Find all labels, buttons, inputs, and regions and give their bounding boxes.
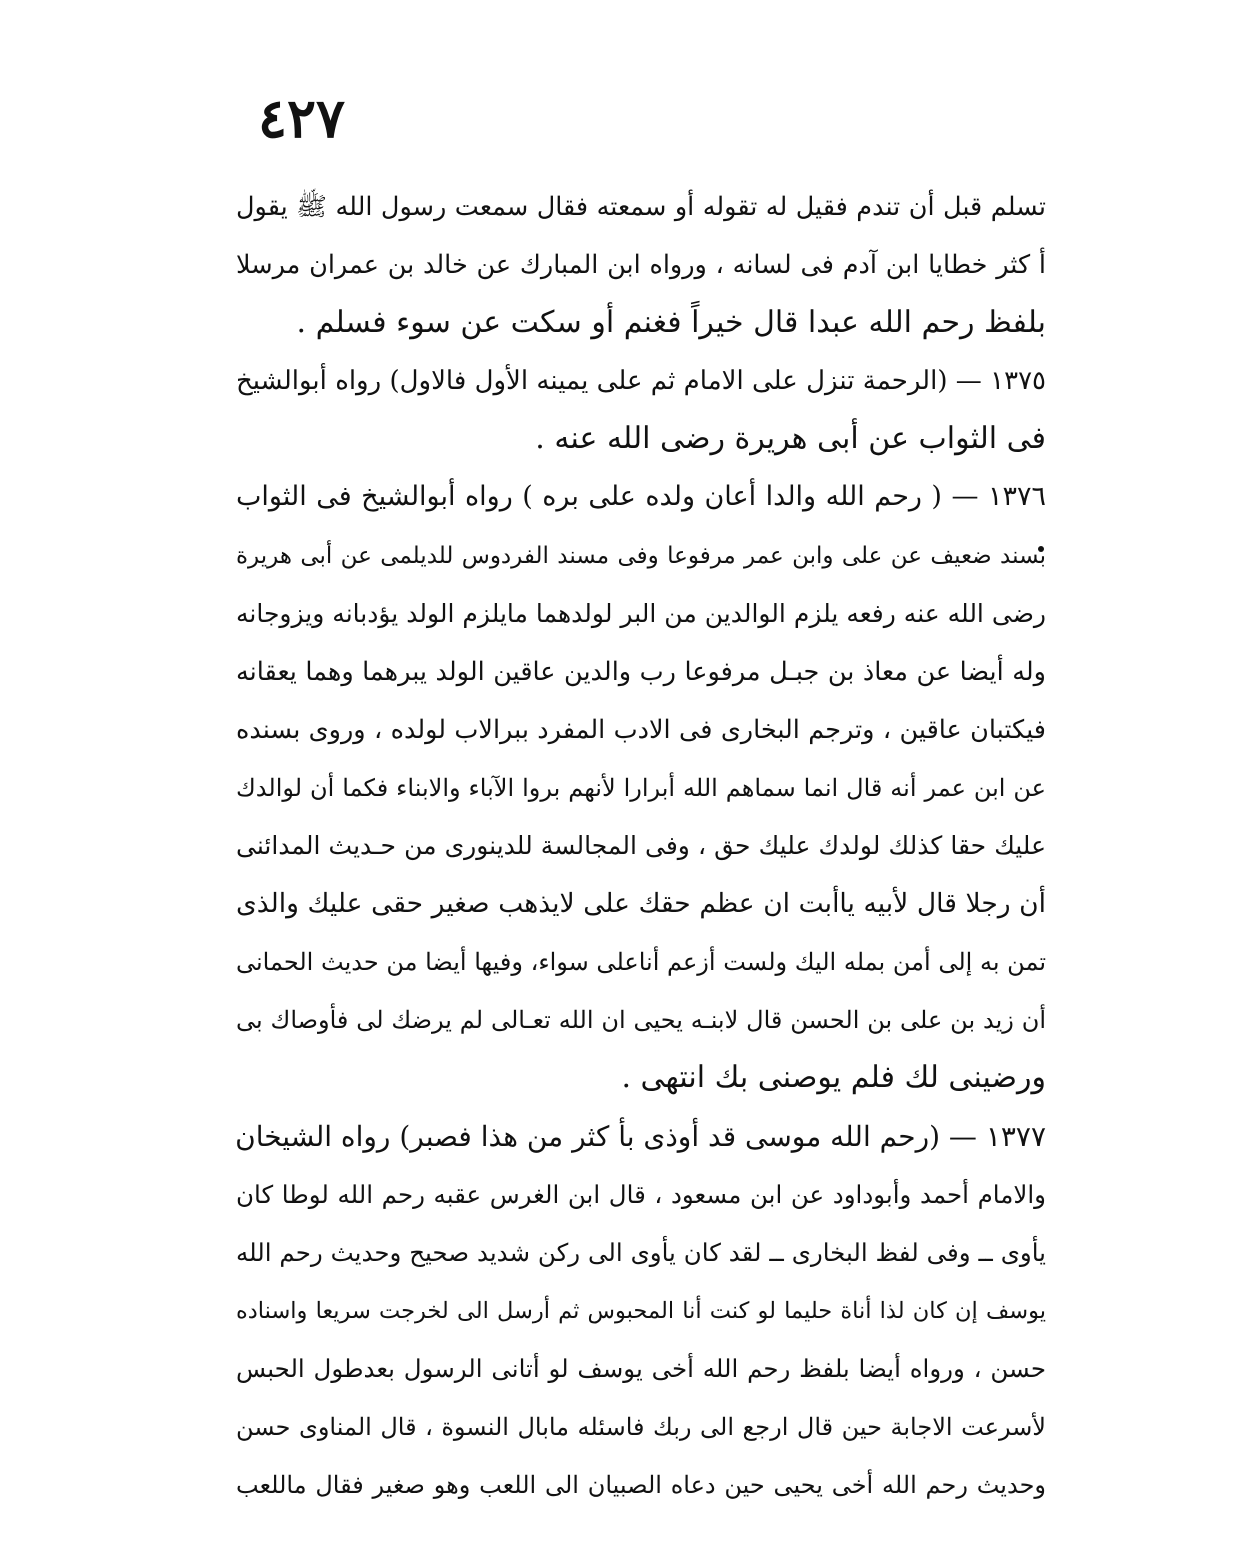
text-line: بلفظ رحم الله عبدا قال خيراً فغنم أو سكت عن سوء فسلم . [296,305,1046,341]
page-number: ٤٢٧ [258,86,346,150]
text-line: والامام أحمد وأبوداود عن ابن مسعود ، قال ابن الغرس عقبه رحم الله لوطا كان [236,1179,1046,1209]
text-line: وله أيضا عن معاذ بن جبـل مرفوعا رب والدين عاقين الولد يبرهما وهما يعقانه [236,656,1046,687]
text-line: حسن ، ورواه أيضا بلفظ رحم الله أخى يوسف لو أتانى الرسول بعدطول الحبس [236,1353,1046,1383]
text-line: ورضينى لك فلم يوصنى بك انتهى . [621,1060,1046,1096]
text-line: يوسف إن كان لذا أناة حليما لو كنت أنا المحبوس ثم أرسل الى لخرجت سريعا واسناده [236,1297,1046,1324]
text-line: لأسرعت الاجابة حين قال ارجع الى ربك فاسئله مابال النسوة ، قال المناوى حسن [236,1412,1046,1441]
text-line: وحديث رحم الله أخى يحيى حين دعاه الصبيان الى اللعب وهو صغير فقال ماللعب [236,1471,1046,1500]
text-line: فى الثواب عن أبى هريرة رضى الله عنه . [535,421,1046,457]
text-line: أن زيد بن على بن الحسن قال لابنـه يحيى ان الله تعـالى لم يرضك لى فأوصاك بى [236,1006,1046,1035]
body-text [236,178,1046,1514]
text-line: رضى الله عنه رفعه يلزم الوالدين من البر لولدهما مايلزم الولد يؤدبانه ويزوجانه [236,598,1046,628]
text-line: أ كثر خطايا ابن آدم فى لسانه ، ورواه ابن المبارك عن خالد بن عمران مرسلا [236,250,1046,281]
text-line: أن رجلا قال لأبيه ياأبت ان عظم حقك على لايذهب صغير حقى عليك والذى [236,888,1046,920]
text-line: عن ابن عمر أنه قال انما سماهم الله أبرارا لأنهم بروا الآباء والابناء فكما أن لوالدك [236,773,1046,802]
text-line: ١٣٧٥ — (الرحمة تنزل على الامام ثم على يمينه الأول فالاول) رواه أبوالشيخ [236,366,1046,397]
text-line: بسند ضعيف عن على وابن عمر مرفوعا وفى مسند الفردوس للديلمى عن أبى هريرة [236,542,1046,569]
text-line: تسلم قبل أن تندم فقيل له تقوله أو سمعته فقال سمعت رسول الله ﷺ يقول [236,192,1046,222]
text-line: عليك حقا كذلك لولدك عليك حق ، وفى المجالسة للدينورى من حـديث المدائنى [236,831,1046,861]
text-line: تمن به إلى أمن بمله اليك ولست أزعم أناعلى سواء، وفيها أيضا من حديث الحمانى [236,948,1046,977]
text-line: ١٣٧٦ — ( رحم الله والدا أعان ولده على بره ) رواه أبوالشيخ فى الثواب [236,481,1046,513]
text-line: يأوى ــ وفى لفظ البخارى ــ لقد كان يأوى الى ركن شديد صحيح وحديث رحم الله [236,1237,1046,1267]
text-line: ١٣٧٧ — (رحم الله موسى قد أوذى بأ كثر من هذا فصبر) رواه الشيخان [235,1119,1046,1153]
text-line: فيكتبان عاقين ، وترجم البخارى فى الادب المفرد ببرالاب لولده ، وروى بسنده [236,714,1046,745]
